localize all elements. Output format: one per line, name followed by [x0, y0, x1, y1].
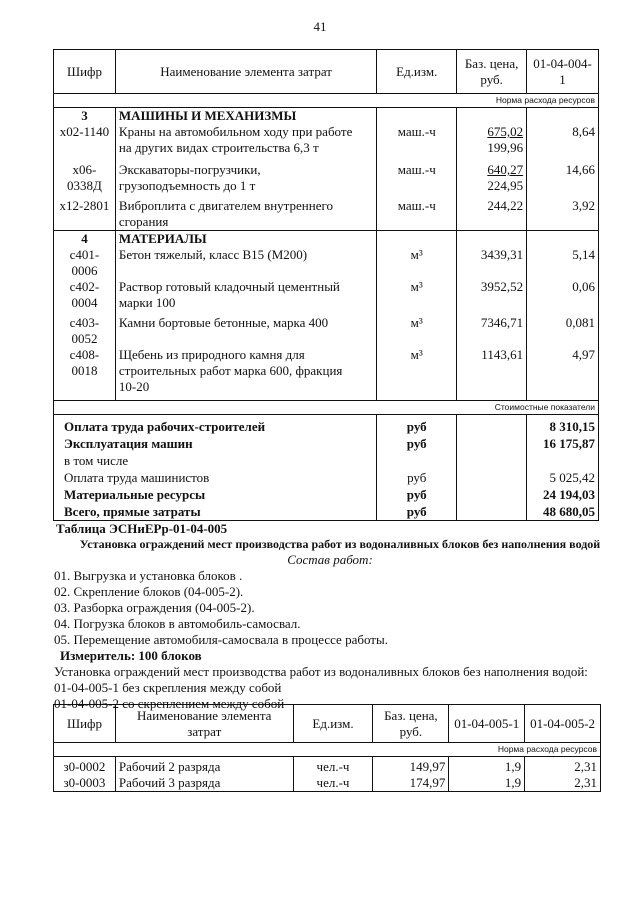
variant-line: 01-04-005-1 без скрепления между собой [54, 680, 282, 695]
norm-label: Норма расхода ресурсов [54, 94, 599, 108]
table-row: с402-0004 Раствор готовый кладочный цементный марки 100 м³ 3952,52 0,06 [54, 279, 599, 311]
header-col-2: 01-04-005-2 [525, 705, 601, 743]
table-name: Таблица ЭСНиЕРр-01-04-005 [56, 521, 228, 536]
table-row: х12-2801 Виброплита с двигателем внутреннего сгорания маш.-ч 244,22 3,92 [54, 194, 599, 231]
header-unit: Ед.изм. [377, 50, 457, 94]
header-price: Баз. цена, руб. [373, 705, 449, 743]
work-item: 02. Скрепление блоков (04-005-2). [54, 584, 244, 599]
header-name: Наименование элемента затрат [115, 705, 293, 743]
header-code: Шифр [54, 50, 116, 94]
header-col-1: 01-04-005-1 [449, 705, 525, 743]
summary-row: Оплата труда рабочих-строителей руб 8 310,15 [54, 415, 599, 436]
summary-row: Оплата труда машинистов руб 5 025,42 [54, 469, 599, 486]
page-number: 41 [313, 19, 327, 34]
header-code: Шифр [54, 705, 116, 743]
table-row: з0-0003 Рабочий 3 разряда чел.-ч 174,97 1,9 2,31 [54, 775, 601, 792]
work-item: 01. Выгрузка и установка блоков . [54, 568, 243, 583]
summary-row: в том числе [54, 452, 599, 469]
header-col: 01-04-004-1 [527, 50, 599, 94]
cost-label: Стоимостные показатели [54, 401, 599, 415]
table-row: с401-0006 Бетон тяжелый, класс В15 (М200) м³ 3439,31 5,14 [54, 247, 599, 279]
norm-label: Норма расхода ресурсов [54, 743, 601, 757]
summary-row: Всего, прямые затраты руб 48 680,05 [54, 503, 599, 521]
header-name: Наименование элемента затрат [115, 50, 376, 94]
section-title: МАШИНЫ И МЕХАНИЗМЫ [115, 108, 376, 125]
table-row: с403-0052 Камни бортовые бетонные, марка 400 м³ 7346,71 0,081 [54, 311, 599, 347]
resource-table-2 [53, 704, 601, 792]
header-price: Баз. цена, руб. [457, 50, 527, 94]
section-number: 3 [54, 108, 116, 125]
work-item: 05. Перемещение автомобиля-самосвала в процессе работы. [54, 632, 388, 647]
composition-heading: Состав работ: [287, 552, 373, 567]
table-row: х06-0338Д Экскаваторы-погрузчики, грузоподъемность до 1 т маш.-ч 640,27 224,95 14,66 [54, 156, 599, 194]
section-title: МАТЕРИАЛЫ [115, 231, 376, 248]
work-item: 04. Погрузка блоков в автомобиль-самосвал. [54, 616, 301, 631]
variant-line: 01-04-005-2 со скреплением между собой [54, 696, 285, 711]
summary-row: Эксплуатация машин руб 16 175,87 [54, 435, 599, 452]
table-row: с408-0018 Щебень из природного камня для строительных работ марка 600, фракция 10-20 м³ 1143,61 4,97 [54, 347, 599, 401]
summary-row: Материальные ресурсы руб 24 194,03 [54, 486, 599, 503]
resource-table-1 [53, 49, 599, 521]
meter-label: Измеритель: 100 блоков [60, 648, 202, 663]
table-row: з0-0002 Рабочий 2 разряда чел.-ч 149,97 1,9 2,31 [54, 757, 601, 776]
header-unit: Ед.изм. [293, 705, 373, 743]
work-item: 03. Разборка ограждения (04-005-2). [54, 600, 255, 615]
table-title: Установка ограждений мест производства работ из водоналивных блоков без наполнения водой [79, 537, 601, 551]
table-row: х02-1140 Краны на автомобильном ходу при работе на других видах строительства 6,3 т маш.-ч 675,02 199,96 8,64 [54, 124, 599, 156]
section-number: 4 [54, 231, 116, 248]
variant-line: Установка ограждений мест производства работ из водоналивных блоков без наполнения водой: [54, 664, 588, 679]
